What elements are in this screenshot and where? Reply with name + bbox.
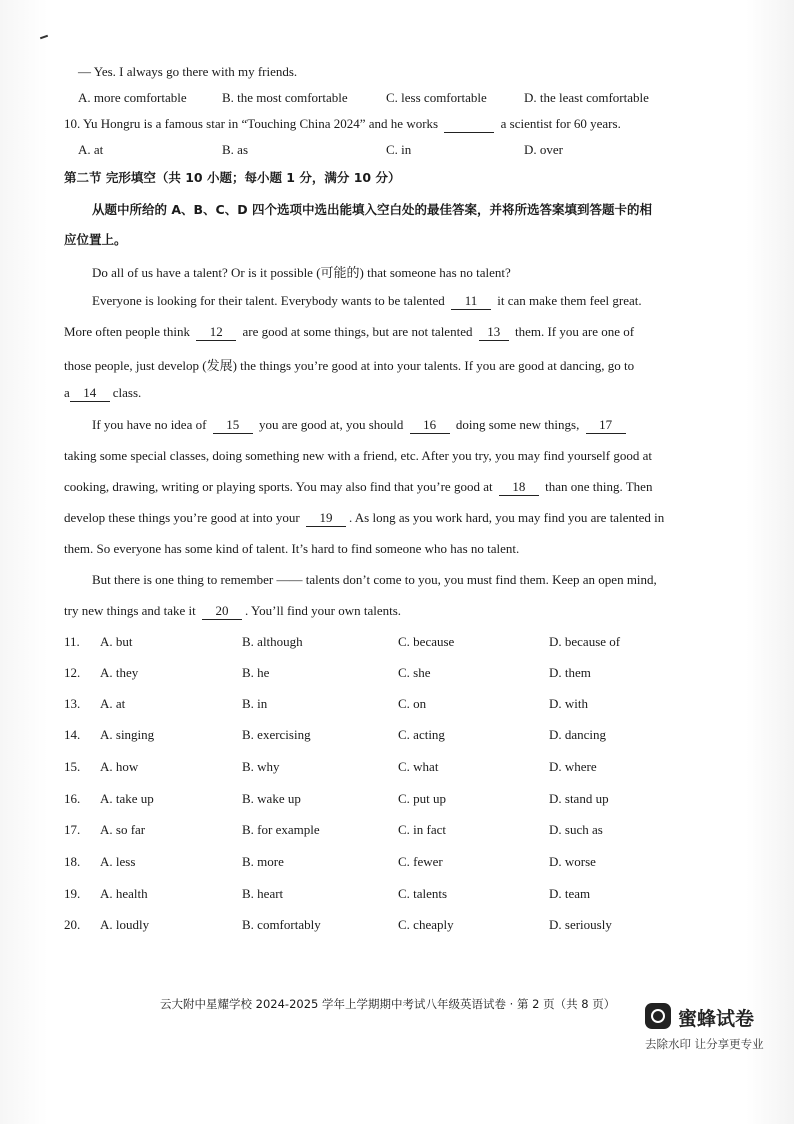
option-a: A. health	[100, 886, 148, 901]
passage-text: . You’ll find your own talents.	[245, 603, 402, 618]
option-c: C. talents	[398, 886, 448, 901]
option-c: C. what	[398, 759, 439, 774]
option-d: D. dancing	[549, 727, 607, 742]
option-d: D. because of	[549, 634, 621, 649]
watermark-subtitle[interactable]: 去除水印 让分享更专业	[645, 1037, 764, 1051]
q10-stem-after: a scientist for 60 years.	[500, 116, 621, 131]
passage-p4-line-2	[64, 603, 401, 620]
q10-option-a: A. at	[78, 142, 104, 157]
option-d: D. with	[549, 696, 588, 711]
option-d: D. them	[549, 665, 591, 680]
passage-text: you are good at, you should	[258, 417, 404, 432]
option-c: C. she	[398, 665, 431, 680]
option-b: B. although	[242, 634, 303, 649]
option-c: C. fewer	[398, 854, 443, 869]
option-a: A. they	[100, 665, 139, 680]
option-a: A. take up	[100, 791, 154, 806]
question-row-11	[64, 634, 744, 654]
option-c: C. acting	[398, 727, 445, 742]
question-row-14	[64, 727, 744, 747]
blank-13: 13	[479, 324, 509, 341]
q9-options	[64, 90, 744, 110]
passage-p3-line-2: taking some special classes, doing something new with a friend, etc. After you try, you may find yourself good at	[64, 448, 652, 463]
passage-text: try new things and take it	[64, 603, 196, 618]
option-a: A. less	[100, 854, 136, 869]
blank-14: 14	[70, 385, 110, 402]
passage-p2-line-4	[64, 385, 141, 402]
section-instruction-line-1: 从题中所给的 A、B、C、D 四个选项中选出能填入空白处的最佳答案，并将所选答案填到答题卡的相	[92, 202, 652, 217]
q9-option-d: D. the least comfortable	[524, 90, 649, 105]
watermark-title: 蜜蜂试卷	[678, 1008, 755, 1030]
passage-text: are good at some things, but are not talented	[242, 324, 473, 339]
option-b: B. comfortably	[242, 917, 321, 932]
page-footer: 云大附中星耀学校 2024-2025 学年上学期期中考试八年级英语试卷 · 第 2 页（共 8 页）	[160, 997, 616, 1011]
dialogue-answer-line: — Yes. I always go there with my friends.	[78, 64, 298, 79]
q10-options	[64, 142, 744, 162]
blank-15: 15	[213, 417, 253, 434]
q10-stem	[64, 116, 621, 133]
bee-logo-icon	[645, 1003, 671, 1029]
question-number: 16.	[64, 791, 81, 806]
passage-p3-line-3	[64, 479, 652, 496]
question-row-16	[64, 791, 744, 811]
passage-p3-line-1	[92, 417, 629, 434]
option-b: B. in	[242, 696, 268, 711]
question-number: 15.	[64, 759, 81, 774]
blank-17: 17	[586, 417, 626, 434]
option-b: B. exercising	[242, 727, 311, 742]
q9-option-b: B. the most comfortable	[222, 90, 348, 105]
option-b: B. for example	[242, 822, 320, 837]
passage-p1: Do all of us have a talent? Or is it possible (可能的) that someone has no talent?	[92, 265, 511, 280]
option-a: A. at	[100, 696, 126, 711]
q10-stem-before: 10. Yu Hongru is a famous star in “Touching China 2024” and he works	[64, 116, 439, 131]
passage-p2-line-2	[64, 324, 634, 341]
passage-p2-line-3: those people, just develop (发展) the things you’re good at into your talents. If you are good at dancing, go to	[64, 358, 635, 373]
q9-option-a: A. more comfortable	[78, 90, 187, 105]
question-row-13	[64, 696, 744, 716]
passage-p4-line-1: But there is one thing to remember —— talents don’t come to you, you must find them. Keep an open mind,	[92, 572, 657, 587]
option-c: C. cheaply	[398, 917, 454, 932]
option-b: B. wake up	[242, 791, 301, 806]
passage-p3-line-5: them. So everyone has some kind of talent. It’s hard to find someone who has no talent.	[64, 541, 520, 556]
q10-option-b: B. as	[222, 142, 248, 157]
option-c: C. on	[398, 696, 427, 711]
option-d: D. such as	[549, 822, 603, 837]
question-number: 13.	[64, 696, 81, 711]
option-b: B. heart	[242, 886, 284, 901]
passage-text: than one thing. Then	[545, 479, 653, 494]
question-row-19	[64, 886, 744, 906]
question-number: 18.	[64, 854, 81, 869]
passage-text: it can make them feel great.	[497, 293, 642, 308]
passage-text: cooking, drawing, writing or playing sports. You may also find that you’re good at	[64, 479, 493, 494]
blank-11: 11	[451, 293, 491, 310]
passage-p3-line-4	[64, 510, 664, 527]
option-c: C. put up	[398, 791, 447, 806]
passage-text: develop these things you’re good at into your	[64, 510, 300, 525]
option-b: B. he	[242, 665, 270, 680]
option-c: C. because	[398, 634, 455, 649]
option-a: A. singing	[100, 727, 155, 742]
question-row-18	[64, 854, 744, 874]
option-a: A. but	[100, 634, 133, 649]
question-row-15	[64, 759, 744, 779]
blank-18: 18	[499, 479, 539, 496]
option-c: C. in fact	[398, 822, 447, 837]
blank-12: 12	[196, 324, 236, 341]
option-d: D. stand up	[549, 791, 609, 806]
passage-text: More often people think	[64, 324, 190, 339]
question-number: 12.	[64, 665, 81, 680]
section-heading: 第二节 完形填空（共 10 小题；每小题 1 分，满分 10 分）	[64, 170, 401, 185]
passage-text: Everyone is looking for their talent. Everybody wants to be talented	[92, 293, 445, 308]
passage-text: If you have no idea of	[92, 417, 207, 432]
section-instruction-line-2: 应位置上。	[64, 232, 127, 247]
blank-19: 19	[306, 510, 346, 527]
blank-20: 20	[202, 603, 242, 620]
scan-mark	[40, 35, 48, 40]
option-a: A. so far	[100, 822, 146, 837]
option-d: D. team	[549, 886, 591, 901]
passage-text: . As long as you work hard, you may find you are talented in	[349, 510, 665, 525]
option-b: B. why	[242, 759, 280, 774]
option-a: A. how	[100, 759, 139, 774]
question-number: 20.	[64, 917, 81, 932]
passage-text: a	[64, 385, 70, 400]
q9-option-c: C. less comfortable	[386, 90, 487, 105]
passage-p2-line-1	[92, 293, 642, 310]
question-row-12	[64, 665, 744, 685]
q10-option-c: C. in	[386, 142, 412, 157]
option-b: B. more	[242, 854, 284, 869]
question-row-17	[64, 822, 744, 842]
passage-text: doing some new things,	[455, 417, 580, 432]
question-row-20	[64, 917, 744, 937]
option-d: D. worse	[549, 854, 596, 869]
question-number: 11.	[64, 634, 80, 649]
passage-text: class.	[112, 385, 142, 400]
option-d: D. where	[549, 759, 597, 774]
blank-16: 16	[410, 417, 450, 434]
question-number: 17.	[64, 822, 81, 837]
question-number: 14.	[64, 727, 81, 742]
passage-text: them. If you are one of	[514, 324, 635, 339]
option-a: A. loudly	[100, 917, 150, 932]
q10-option-d: D. over	[524, 142, 563, 157]
q10-blank	[444, 116, 494, 133]
option-d: D. seriously	[549, 917, 612, 932]
question-number: 19.	[64, 886, 81, 901]
